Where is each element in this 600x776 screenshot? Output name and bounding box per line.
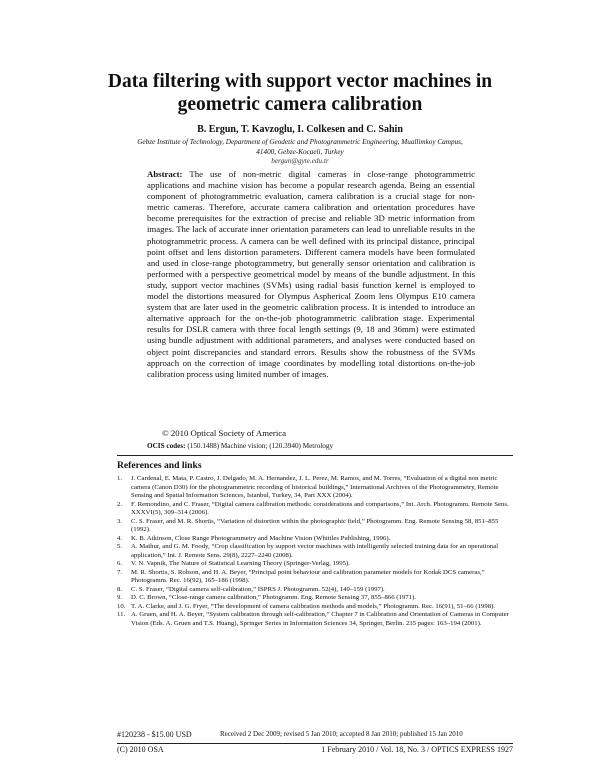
document-id: #120238 - $15.00 USD bbox=[117, 730, 192, 739]
reference-number: 5. bbox=[117, 543, 123, 550]
reference-item bbox=[117, 501, 517, 518]
paper-title bbox=[60, 70, 540, 116]
reference-text: F. Remondino, and C. Fraser, “Digital camera calibration methods: considerations and comparisons,” Int. Arch. Photogramm. Remote Sens. XXXVI(5), 309–314 (2006). bbox=[131, 500, 509, 516]
ocis-label: OCIS codes: bbox=[147, 442, 186, 450]
journal-citation: 1 February 2010 / Vol. 18, No. 3 / OPTICS EXPRESS 1927 bbox=[321, 745, 513, 754]
reference-item bbox=[117, 611, 517, 628]
author-email[interactable]: bergun@gyte.edu.tr bbox=[271, 157, 329, 165]
title-line-1: Data filtering with support vector machines in bbox=[107, 71, 493, 92]
reference-text: J. Cardenal, E. Mata, P. Castro, J. Delgado, M. A. Hernandez, J. L. Perez, M. Ramos, and M. Torres, “Evaluation of a digital non metric camera (Canon D30) for the photogrammetric recording of historical buildings,” International Archives of the Photogrammetry, Remote Sensing and Spatial Information Sciences, Istanbul, Turkey, 34, Part XXX (2004). bbox=[131, 475, 499, 499]
reference-item bbox=[117, 569, 517, 586]
reference-item bbox=[117, 560, 517, 569]
affiliation-line-2: 41400, Gebze-Kocaeli, Turkey bbox=[256, 147, 344, 156]
reference-text: M. R. Shortis, S. Robson, and H. A. Beyer, “Principal point behaviour and calibration parameter models for Kodak DCS cameras,” Photogramm. Rec. 16(92), 165–186 (1998). bbox=[131, 568, 485, 584]
reference-number: 10. bbox=[117, 602, 126, 610]
reference-text: D. C. Brown, “Close-range camera calibration,” Photogramm. Eng. Remote Sensing 37, 855–866 (1971). bbox=[131, 594, 416, 601]
abstract bbox=[147, 169, 475, 380]
ocis-text: (150.1488) Machine vision; (120.3940) Metrology bbox=[187, 442, 334, 450]
reference-list bbox=[117, 475, 517, 628]
abstract-label: Abstract: bbox=[147, 169, 183, 179]
reference-item bbox=[117, 586, 517, 595]
ocis-codes bbox=[147, 442, 333, 450]
reference-text: C. S. Fraser, and M. R. Shortis, “Variation of distortion within the photographic field,” Photogramm. Eng. Remote Sensing 58, 851–855 (1992). bbox=[131, 517, 499, 533]
reference-number: 1. bbox=[117, 475, 123, 482]
reference-item bbox=[117, 543, 517, 560]
author-list: B. Ergun, T. Kavzoglu, I. Colkesen and C. Sahin bbox=[197, 124, 403, 135]
reference-item bbox=[117, 518, 517, 535]
section-divider bbox=[117, 455, 513, 456]
reference-item bbox=[117, 475, 517, 501]
reference-text: A. Mathur, and G. M. Foody, “Crop classification by support vector machines with intelligently selected training data for an operational application,” Int. J. Remote Sens. 29(8), 2227–2240 (2008). bbox=[131, 543, 499, 559]
reference-text: C. S. Fraser, “Digital camera self-calibration,” ISPRS J. Photogramm. 52(4), 149–159 (1997). bbox=[131, 585, 385, 593]
reference-text: T. A. Clarke, and J. G. Fryer, “The development of camera calibration methods and models,” Photogramm. Rec. 16(91), 51–66 (1998). bbox=[131, 602, 496, 610]
reference-number: 6. bbox=[117, 560, 123, 567]
affiliation-line-1: Gebze Institute of Technology, Department of Geodetic and Photogrammetric Engineering, Muallimkoy Campus, bbox=[137, 138, 463, 146]
reference-text: K. B. Atkinson, Close Range Photogrammetry and Machine Vision (Whittles Publishing, 1996). bbox=[131, 534, 391, 542]
abstract-text: The use of non-metric digital cameras in close-range photogrammetric applications and machine vision has become a popular research agenda. Being an essential component of photogrammetric evaluation, camera calibration is a crucial stage for non-metric cameras. Therefore, accurate camera calibration and orientation procedures have become prerequisites for the extraction of precise and reliable 3D metric information from images. The lack of accurate inner orientation parameters can lead to unreliable results in the photogrammetric process. A camera can be well defined with its principal distance, principal point offset and lens distortion parameters. Different camera models have been formulated and used in close-range photogrammetry, but generally sensor orientation and calibration is performed with a perspective geometrical model by means of the bundle adjustment. In this study, support vector machines (SVMs) using radial basis function kernel is employed to model the distortions measured for Olympus Aspherical Zoom lens Olympus E10 camera system that are later used in the geometric calibration process. It is intended to introduce an alternative approach for the on-the-job photogrammetric calibration stage. Experimental results for DSLR camera with three focal length settings (9, 18 and 36mm) were estimated using bundle adjustment with additional parameters, and analyses were conducted based on object point discrepancies and standard errors. Results show the robustness of the SVMs approach on the correction of image coordinates by modelling total distortions on-the-job calibration process using limited number of images. bbox=[147, 169, 476, 379]
abstract-copyright: © 2010 Optical Society of America bbox=[162, 428, 287, 438]
publication-history: Received 2 Dec 2009; revised 5 Jan 2010; accepted 8 Jan 2010; published 15 Jan 2010 bbox=[220, 730, 463, 738]
title-line-2: geometric camera calibration bbox=[177, 94, 423, 115]
footer-divider bbox=[117, 743, 513, 744]
reference-text: A. Gruen, and H. A. Beyer, “System calibration through self-calibration,” Chapter 7 in Calibration and Orientation of Cameras in Computer Vision (Eds. A. Gruen and T.S. Huang), Springer Series in Information Sciences 34, Springer, Berlin. 235 pages: 163–194 (2001). bbox=[131, 611, 509, 627]
footer-copyright: (C) 2010 OSA bbox=[117, 745, 164, 754]
reference-number: 9. bbox=[117, 594, 123, 601]
reference-number: 7. bbox=[117, 568, 123, 576]
reference-number: 8. bbox=[117, 585, 123, 593]
reference-number: 4. bbox=[117, 534, 123, 542]
affiliation bbox=[90, 138, 510, 167]
reference-number: 3. bbox=[117, 517, 123, 525]
reference-item bbox=[117, 603, 517, 612]
reference-number: 11. bbox=[117, 611, 126, 618]
reference-item bbox=[117, 594, 517, 603]
references-heading: References and links bbox=[117, 460, 202, 471]
reference-item bbox=[117, 535, 517, 544]
reference-number: 2. bbox=[117, 500, 123, 508]
reference-text: V. N. Vapnik, The Nature of Statistical Learning Theory (Springer-Verlag, 1995). bbox=[131, 560, 350, 567]
